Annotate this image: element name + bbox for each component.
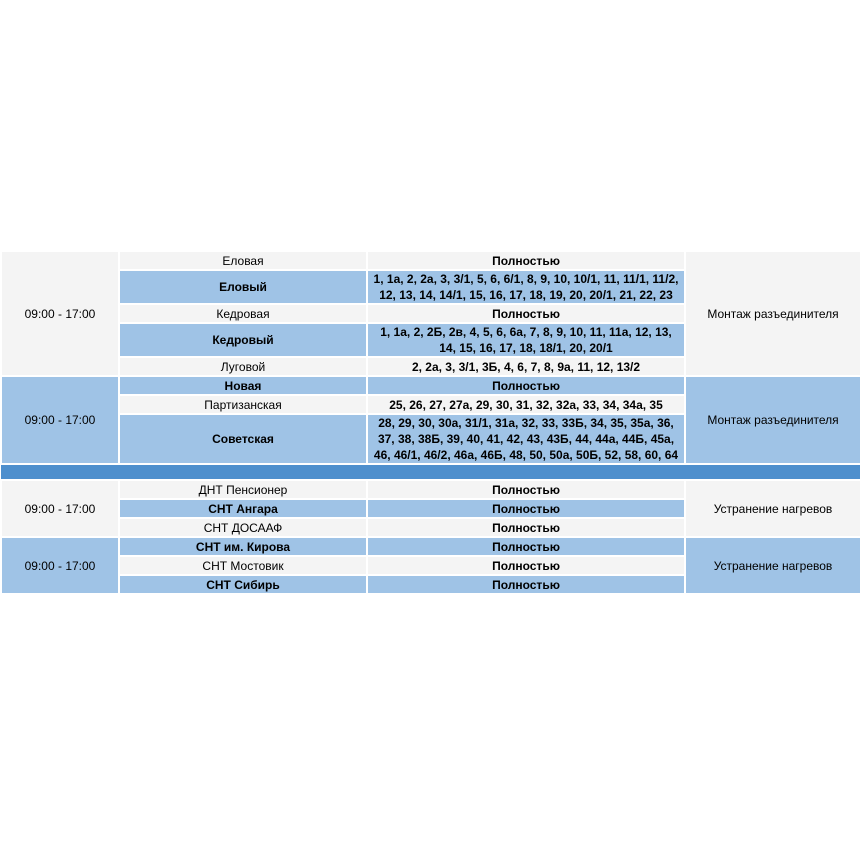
houses-cell: Полностью xyxy=(367,518,685,537)
houses-cell: 28, 29, 30, 30а, 31/1, 31а, 32, 33, 33Б, 34, 35, 35а, 36, 37, 38, 38Б, 39, 40, 41, 42, 43, 43Б, 44, 44а, 44Б, 45а, 46, 46/1, 46/2, 46а, 46Б, 48, 50, 50а, 50Б, 52, 58, 60, 64 xyxy=(367,414,685,464)
street-cell: Луговой xyxy=(119,357,367,376)
work-cell: Устранение нагревов xyxy=(685,480,860,537)
table-row xyxy=(1,251,860,270)
street-cell: СНТ им. Кирова xyxy=(119,537,367,556)
street-cell: Еловая xyxy=(119,251,367,270)
street-cell: СНТ ДОСААФ xyxy=(119,518,367,537)
houses-cell: Полностью xyxy=(367,376,685,395)
houses-cell: 25, 26, 27, 27а, 29, 30, 31, 32, 32а, 33, 34, 34а, 35 xyxy=(367,395,685,414)
table-row xyxy=(1,376,860,395)
houses-cell: Полностью xyxy=(367,304,685,323)
work-cell: Устранение нагревов xyxy=(685,537,860,594)
houses-cell: Полностью xyxy=(367,556,685,575)
street-cell: Кедровая xyxy=(119,304,367,323)
table-row xyxy=(1,480,860,499)
street-cell: Советская xyxy=(119,414,367,464)
time-cell: 09:00 - 17:00 xyxy=(1,251,119,376)
street-cell: СНТ Ангара xyxy=(119,499,367,518)
street-cell: Еловый xyxy=(119,270,367,304)
outage-schedule xyxy=(0,250,860,595)
time-cell: 09:00 - 17:00 xyxy=(1,376,119,464)
street-cell: СНТ Сибирь xyxy=(119,575,367,594)
section-divider xyxy=(1,464,860,480)
street-cell: Новая xyxy=(119,376,367,395)
time-cell: 09:00 - 17:00 xyxy=(1,537,119,594)
table-row xyxy=(1,537,860,556)
houses-cell: Полностью xyxy=(367,499,685,518)
street-cell: СНТ Мостовик xyxy=(119,556,367,575)
houses-cell: Полностью xyxy=(367,575,685,594)
houses-cell: Полностью xyxy=(367,480,685,499)
outage-table xyxy=(0,250,860,595)
time-cell: 09:00 - 17:00 xyxy=(1,480,119,537)
street-cell: Партизанская xyxy=(119,395,367,414)
houses-cell: 1, 1а, 2, 2Б, 2в, 4, 5, 6, 6а, 7, 8, 9, 10, 11, 11а, 12, 13, 14, 15, 16, 17, 18, 18/1, 20, 20/1 xyxy=(367,323,685,357)
houses-cell: Полностью xyxy=(367,251,685,270)
street-cell: ДНТ Пенсионер xyxy=(119,480,367,499)
work-cell: Монтаж разъединителя xyxy=(685,251,860,376)
houses-cell: 2, 2а, 3, 3/1, 3Б, 4, 6, 7, 8, 9а, 11, 12, 13/2 xyxy=(367,357,685,376)
section-divider-bar xyxy=(1,464,860,480)
work-cell: Монтаж разъединителя xyxy=(685,376,860,464)
houses-cell: Полностью xyxy=(367,537,685,556)
street-cell: Кедровый xyxy=(119,323,367,357)
houses-cell: 1, 1а, 2, 2а, 3, 3/1, 5, 6, 6/1, 8, 9, 10, 10/1, 11, 11/1, 11/2, 12, 13, 14, 14/1, 15, 16, 17, 18, 19, 20, 20/1, 21, 22, 23 xyxy=(367,270,685,304)
